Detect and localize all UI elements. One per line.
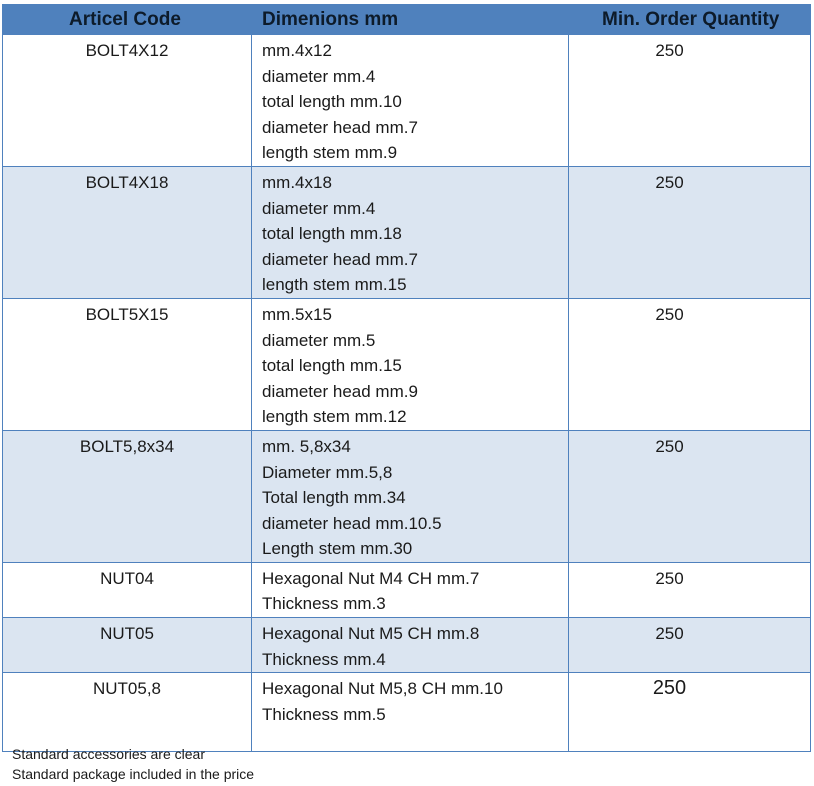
- dimensions-cell: [252, 430, 569, 562]
- article-code-cell: [3, 298, 252, 430]
- dimension-line: diameter head mm.10.5: [262, 513, 442, 533]
- dimensions-cell: [252, 562, 569, 617]
- dimensions-cell: [252, 618, 569, 673]
- quantity-cell: [569, 562, 811, 617]
- table-header-row: [3, 5, 811, 35]
- min-order-quantity: 250: [655, 436, 684, 456]
- article-code: BOLT5,8x34: [79, 436, 175, 456]
- dimension-line: Thickness mm.3: [262, 594, 386, 614]
- article-code: BOLT4X12: [85, 41, 169, 60]
- product-spec-table: [2, 4, 811, 752]
- table-row: [3, 35, 811, 167]
- dimension-line: diameter mm.5: [262, 330, 376, 350]
- dimension-line: Thickness mm.4: [262, 649, 386, 669]
- dimension-line: mm.5x15: [262, 304, 332, 324]
- article-code-cell: [3, 430, 252, 562]
- dimension-line: Thickness mm.5: [262, 704, 386, 724]
- footnote: Standard package included in the price: [12, 766, 255, 782]
- quantity-cell: [569, 298, 811, 430]
- dimension-line: diameter mm.4: [262, 198, 376, 218]
- article-code-cell: [3, 166, 252, 298]
- quantity-cell: [569, 673, 811, 752]
- quantity-cell: [569, 618, 811, 673]
- dimension-line: Length stem mm.30: [262, 539, 413, 559]
- article-code: BOLT4X18: [85, 172, 169, 192]
- article-code-cell: [3, 35, 252, 167]
- header-dimensions: Dimenions mm: [252, 5, 569, 35]
- dimensions-cell: [252, 35, 569, 167]
- article-code-cell: [3, 673, 252, 752]
- quantity-cell: [569, 35, 811, 167]
- quantity-cell: [569, 430, 811, 562]
- article-code-cell: [3, 618, 252, 673]
- dimension-line: total length mm.10: [262, 92, 402, 112]
- article-code: BOLT5X15: [85, 304, 169, 324]
- dimension-line: total length mm.18: [262, 224, 402, 244]
- dimension-line: mm. 5,8x34: [262, 436, 351, 456]
- article-code-cell: [3, 562, 252, 617]
- dimension-line: length stem mm.15: [262, 275, 407, 295]
- table-row: [3, 673, 811, 752]
- footnotes: [12, 744, 254, 784]
- dimensions-cell: [252, 298, 569, 430]
- dimension-line: Diameter mm.5,8: [262, 462, 393, 482]
- table-row: [3, 298, 811, 430]
- min-order-quantity: 250: [655, 568, 684, 588]
- table-row: [3, 618, 811, 673]
- dimension-line: mm.4x12: [262, 41, 332, 60]
- dimension-line: length stem mm.9: [262, 143, 398, 163]
- header-article-code: Articel Code: [3, 5, 252, 35]
- table-row: [3, 562, 811, 617]
- min-order-quantity: 250: [655, 304, 684, 324]
- dimensions-cell: [252, 673, 569, 752]
- min-order-quantity: 250: [655, 41, 684, 60]
- dimension-line: diameter mm.4: [262, 66, 376, 86]
- dimension-line: length stem mm.12: [262, 407, 407, 427]
- dimension-line: total length mm.15: [262, 356, 402, 376]
- dimensions-cell: [252, 166, 569, 298]
- dimension-line: diameter head mm.7: [262, 117, 418, 137]
- quantity-cell: [569, 166, 811, 298]
- dimension-line: diameter head mm.7: [262, 249, 418, 269]
- dimension-line: Hexagonal Nut M4 CH mm.7: [262, 568, 480, 588]
- dimension-line: diameter head mm.9: [262, 381, 418, 401]
- article-code: NUT04: [100, 568, 154, 588]
- table-row: [3, 430, 811, 562]
- table-row: [3, 166, 811, 298]
- dimension-line: Hexagonal Nut M5,8 CH mm.10: [262, 679, 503, 699]
- min-order-quantity: 250: [655, 624, 684, 644]
- article-code: NUT05,8: [92, 679, 162, 699]
- dimension-line: mm.4x18: [262, 172, 332, 192]
- min-order-quantity: 250: [655, 172, 684, 192]
- article-code: NUT05: [100, 624, 154, 644]
- dimension-line: Hexagonal Nut M5 CH mm.8: [262, 624, 480, 644]
- dimension-line: Total length mm.34: [262, 488, 406, 508]
- header-min-order-quantity: Min. Order Quantity: [569, 5, 811, 35]
- footnote: Standard accessories are clear: [12, 746, 205, 762]
- min-order-quantity: 250: [652, 677, 687, 700]
